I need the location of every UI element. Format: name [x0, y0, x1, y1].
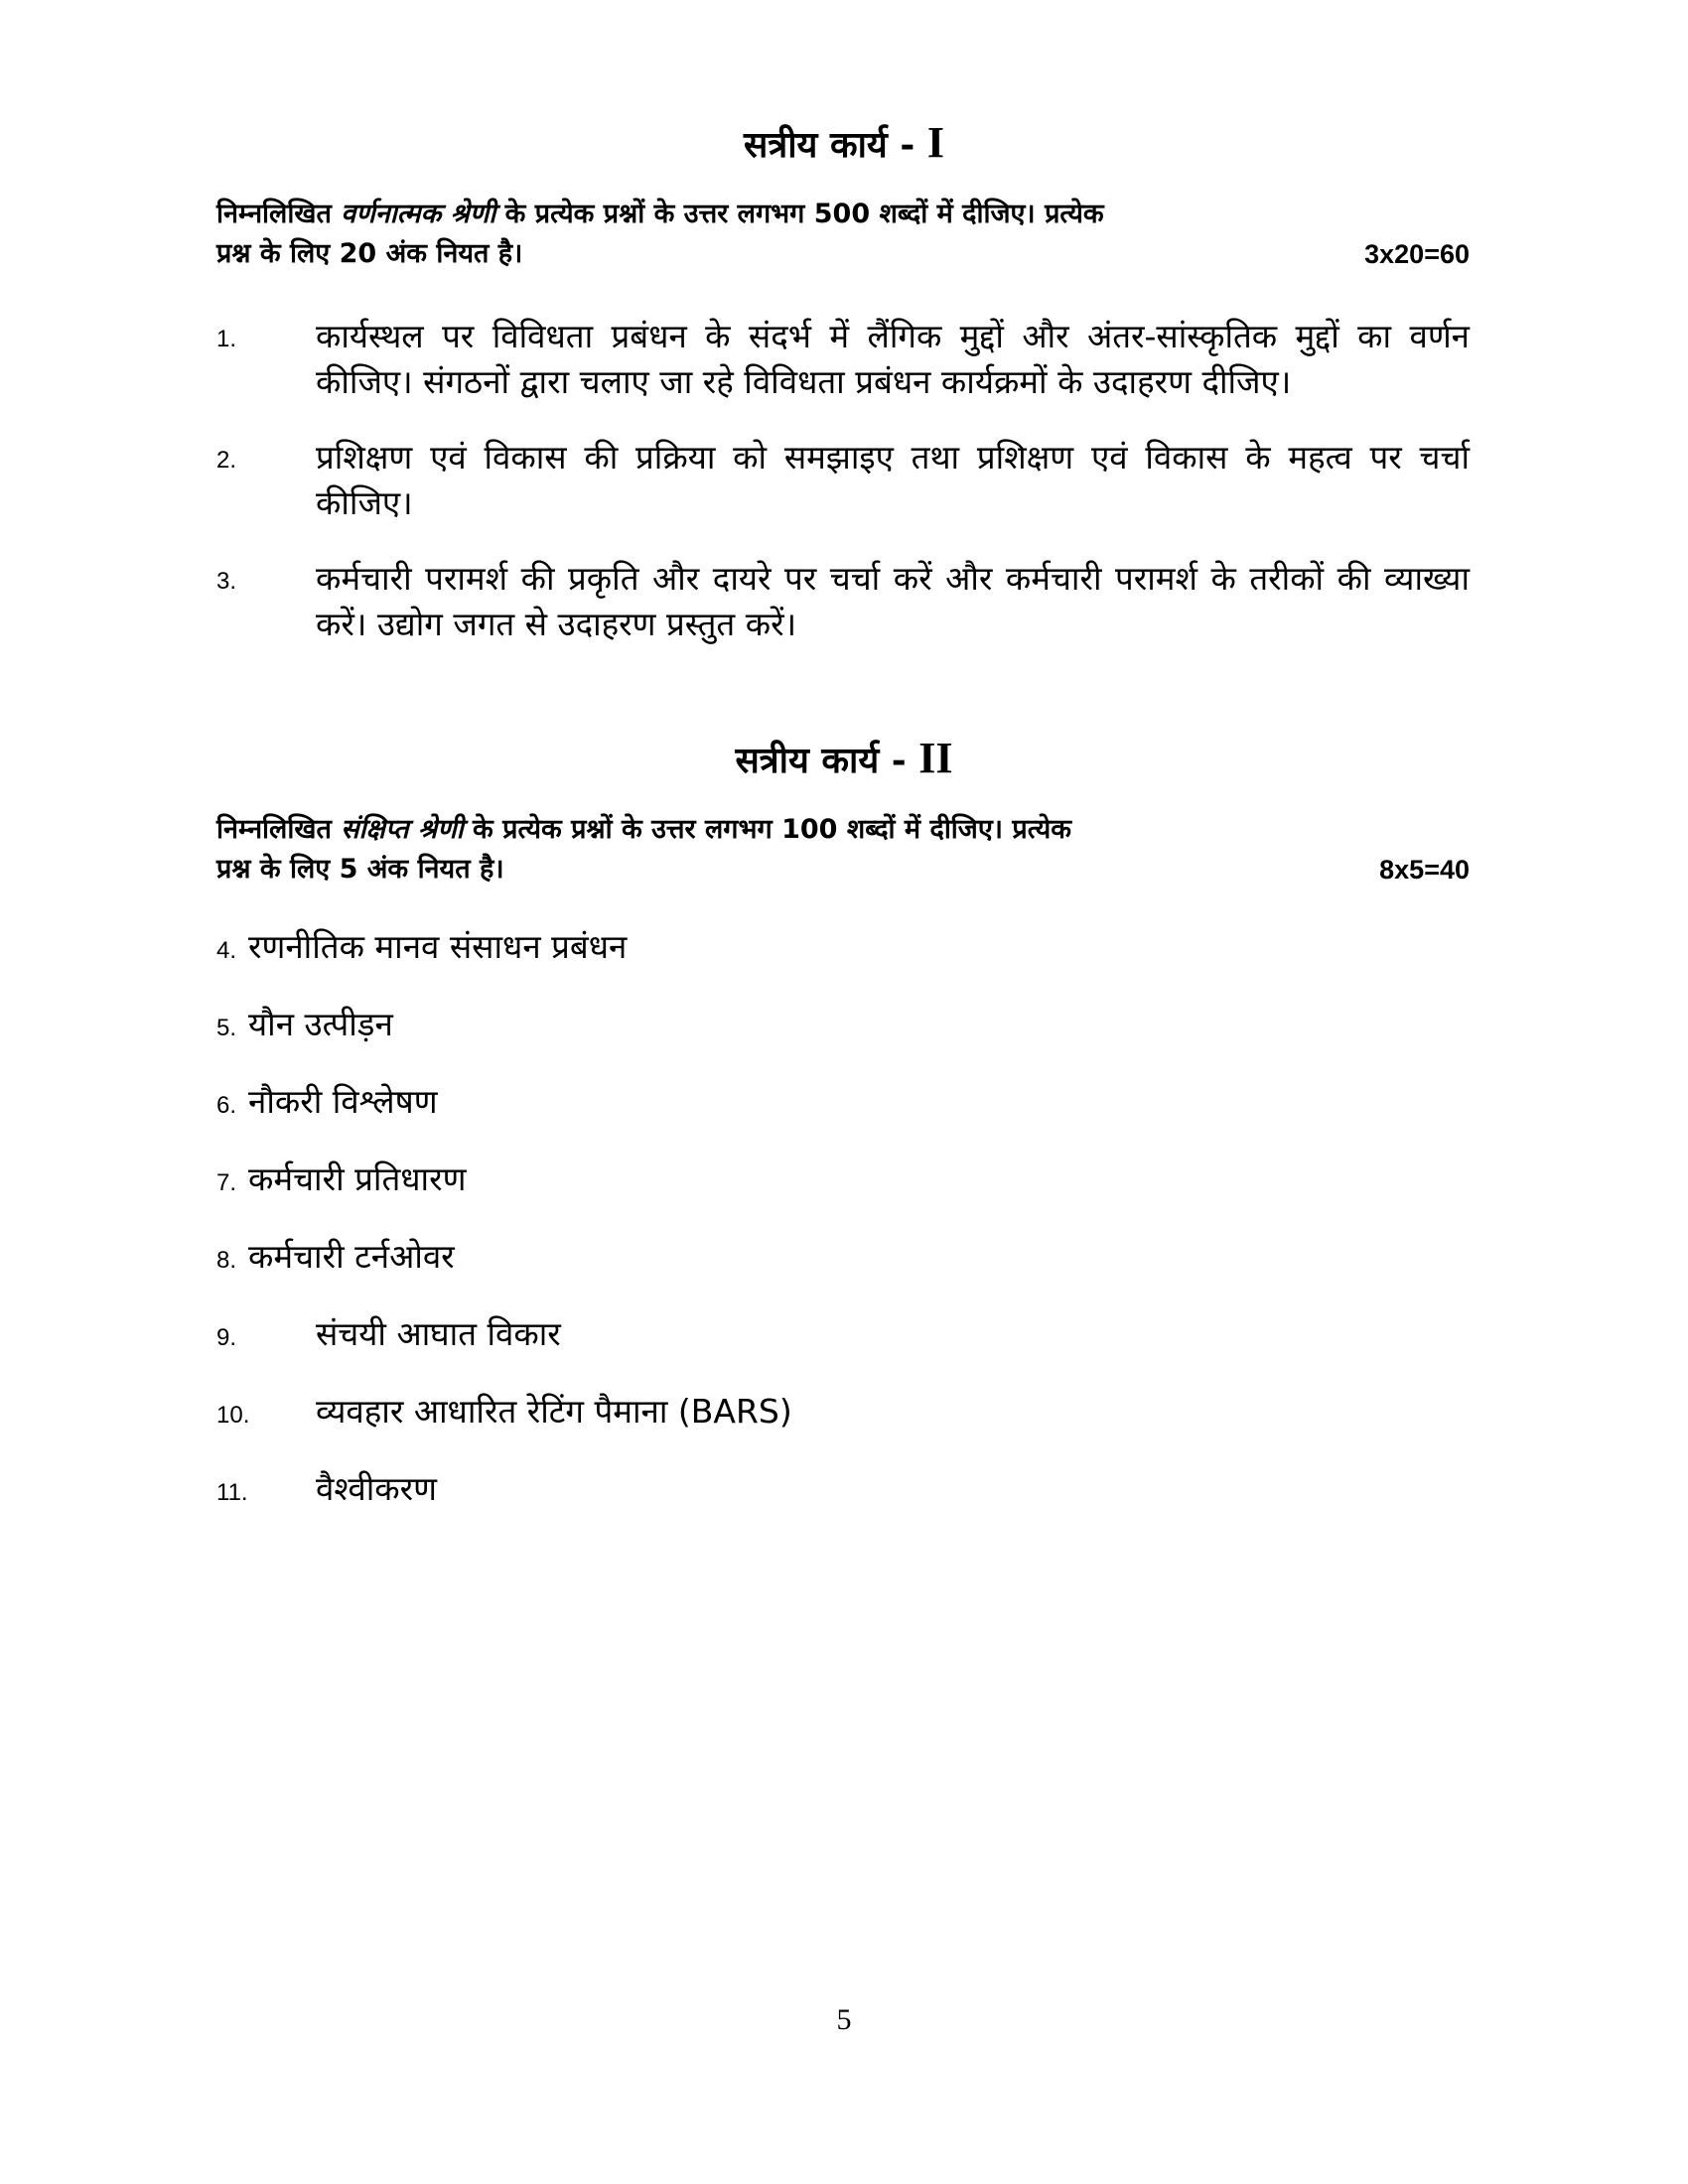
- page-number: 5: [836, 2003, 852, 2036]
- instruction-text-line2: प्रश्न के लिए 5 अंक नियत है।: [216, 854, 504, 885]
- short-question-item: [216, 1388, 792, 1433]
- question-text: नौकरी विश्लेषण: [248, 1082, 438, 1121]
- short-question-item: [216, 1001, 393, 1045]
- question-number: 5.: [216, 1015, 237, 1041]
- question-number: 8.: [216, 1247, 237, 1274]
- instruction-text-line2: प्रश्न के लिए 20 अंक नियत है।: [216, 238, 523, 269]
- short-question-item: [216, 1156, 466, 1200]
- question-number: 9.: [216, 1324, 237, 1351]
- instruction-emphasis: वर्णनात्मक श्रेणी: [341, 199, 496, 229]
- marks-scheme: 8x5=40: [1379, 855, 1470, 885]
- question-text: कार्यस्थल पर विविधता प्रबंधन के संदर्भ में लैंगिक मुद्दों और अंतर-सांस्कृतिक मुद्दों का वर्णन कीजिए। संगठनों द्वारा चलाए जा रहे विविधता प्रबंधन कार्यक्रमों के उदाहरण दीजिए।: [316, 317, 1470, 401]
- question-text: कर्मचारी प्रतिधारण: [248, 1160, 467, 1198]
- section-1-heading-text: सत्रीय कार्य -: [744, 124, 915, 166]
- question-number: 1.: [216, 326, 237, 352]
- instruction-emphasis: संक्षिप्त श्रेणी: [341, 814, 464, 845]
- short-question-item: [216, 1233, 455, 1278]
- section-1-instruction-line2: [216, 234, 1470, 274]
- question-item: [216, 314, 1470, 405]
- question-text: संचयी आघात विकार: [316, 1314, 561, 1353]
- question-number: 6.: [216, 1092, 237, 1119]
- question-number: 7.: [216, 1169, 237, 1196]
- section-1-heading-roman: I: [926, 118, 944, 167]
- section-1-instruction-line1: [216, 195, 1470, 234]
- instruction-text-a: निम्नलिखित: [216, 814, 332, 845]
- short-question-item: [216, 923, 627, 968]
- instruction-text-b: के प्रत्येक प्रश्नों के उत्तर लगभग 500 शब्दों में दीजिए। प्रत्येक: [504, 199, 1104, 229]
- question-text: वैश्वीकरण: [316, 1469, 437, 1508]
- question-text: रणनीतिक मानव संसाधन प्रबंधन: [248, 927, 628, 966]
- question-number: 11.: [216, 1479, 248, 1506]
- question-number: 2.: [216, 447, 237, 474]
- marks-scheme: 3x20=60: [1364, 239, 1470, 269]
- section-2-heading-text: सत्रीय कार्य -: [735, 740, 907, 781]
- question-text: प्रशिक्षण एवं विकास की प्रक्रिया को समझाइए तथा प्रशिक्षण एवं विकास के महत्व पर चर्चा कीजिए।: [316, 438, 1470, 522]
- question-number: 10.: [216, 1402, 250, 1429]
- question-number: 3.: [216, 568, 237, 595]
- question-text: यौन उत्पीड़न: [248, 1005, 393, 1043]
- section-2-instruction-line2: [216, 850, 1470, 889]
- question-item: [216, 556, 1470, 647]
- instruction-text-b: के प्रत्येक प्रश्नों के उत्तर लगभग 100 शब्दों में दीजिए। प्रत्येक: [473, 814, 1071, 845]
- section-1-instruction: [216, 195, 1470, 274]
- short-question-item: [216, 1310, 561, 1355]
- question-text: कर्मचारी टर्नओवर: [248, 1237, 455, 1276]
- question-text: कर्मचारी परामर्श की प्रकृति और दायरे पर चर्चा करें और कर्मचारी परामर्श के तरीकों की व्याख्या करें। उद्योग जगत से उदाहरण प्रस्तुत करें।: [316, 559, 1470, 643]
- section-2-instruction-line1: [216, 810, 1470, 850]
- question-number: 4.: [216, 937, 237, 964]
- short-question-item: [216, 1465, 437, 1510]
- instruction-text-a: निम्नलिखित: [216, 199, 332, 229]
- question-text: व्यवहार आधारित रेटिंग पैमाना (BARS): [316, 1392, 792, 1431]
- section-2-instruction: [216, 810, 1470, 889]
- section-2-heading-roman: II: [918, 734, 953, 782]
- section-1-heading: [0, 117, 1688, 168]
- question-item: [216, 435, 1470, 526]
- section-2-heading: [0, 733, 1688, 783]
- short-question-item: [216, 1078, 438, 1123]
